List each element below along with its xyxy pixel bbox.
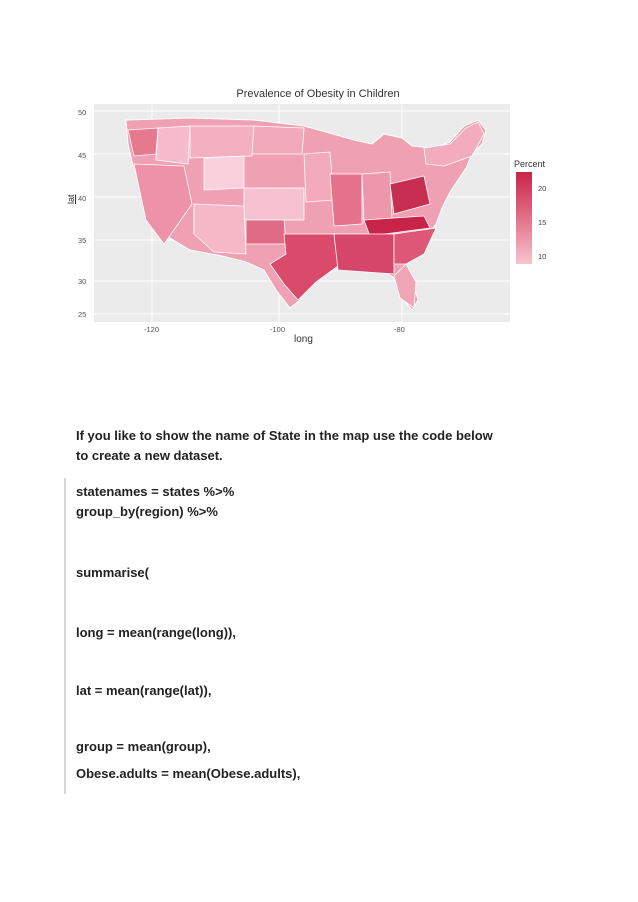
figure-title: Prevalence of Obesity in Children (236, 88, 400, 100)
y-tick-label: 45 (78, 151, 87, 160)
x-tick-label: -80 (394, 325, 405, 334)
x-axis-label: long (294, 334, 313, 345)
y-tick-label: 35 (78, 236, 87, 245)
y-tick-label: 30 (78, 277, 87, 286)
state-region (334, 234, 394, 274)
y-tick-label: 50 (78, 108, 87, 117)
code-line: group_by(region) %>% (76, 504, 218, 519)
state-region (156, 126, 190, 164)
x-tick-label: -100 (270, 325, 286, 334)
us-map (94, 104, 510, 322)
y-tick-label: 25 (78, 310, 87, 319)
obesity-map-figure (64, 84, 572, 354)
legend-tick-label: 15 (538, 218, 547, 227)
code-line: statenames = states %>% (76, 484, 235, 499)
legend-color-bar (516, 172, 532, 264)
code-line: summarise( (76, 565, 149, 580)
code-line: group = mean(group), (76, 739, 211, 754)
x-tick-label: -120 (144, 325, 160, 334)
legend-tick-label: 10 (538, 252, 547, 261)
state-region (246, 220, 286, 244)
state-region (304, 152, 334, 202)
state-region (204, 156, 244, 190)
code-line: lat = mean(range(lat)), (76, 683, 212, 698)
legend-title: Percent (514, 159, 546, 169)
intro-text-line-2: to create a new dataset. (76, 448, 223, 463)
state-region (394, 228, 436, 264)
state-region (330, 174, 362, 226)
code-line: long = mean(range(long)), (76, 625, 236, 640)
legend-tick-label: 20 (538, 184, 547, 193)
state-region (362, 172, 392, 222)
y-tick-label: 40 (78, 194, 87, 203)
intro-text-line-1: If you like to show the name of State in the map use the code below (76, 428, 493, 443)
state-region (244, 188, 304, 220)
y-axis-label: lat (66, 194, 76, 204)
state-region (190, 126, 254, 158)
state-region (252, 126, 304, 154)
code-block-border (64, 478, 66, 794)
code-line: Obese.adults = mean(Obese.adults), (76, 766, 301, 781)
map-panel (94, 104, 510, 322)
state-region (424, 122, 484, 166)
